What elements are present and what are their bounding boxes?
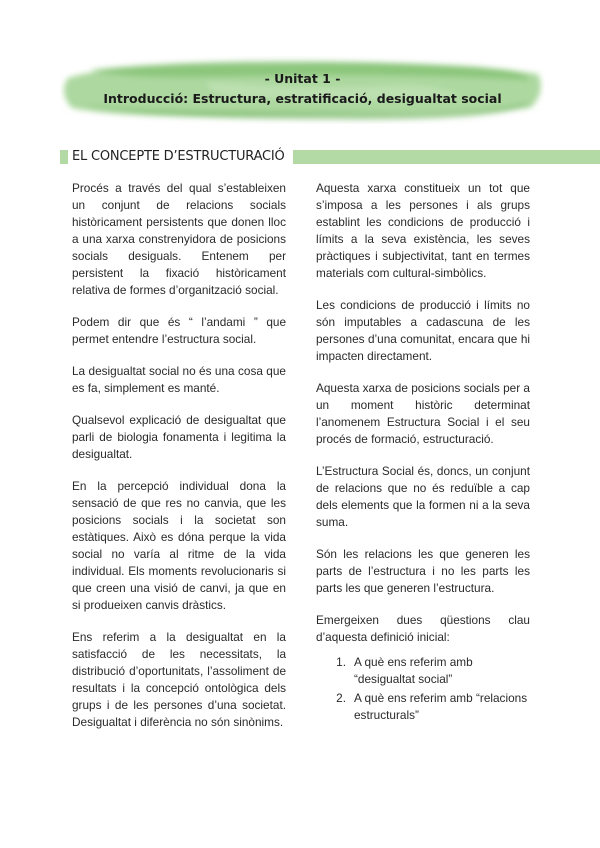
unit-subtitle: Introducció: Estructura, estratificació, desigualtat social bbox=[103, 91, 502, 106]
question-list bbox=[316, 654, 530, 724]
paragraph: En la percepció individual dona la sensació de que res no canvia, que les posicions socials i la societat son estàtiques. Això es dóna perque la vida social no varía al ritme de la vida individual. Els moments revolucionaris si que creen una visió de canvi, ja que en si produeixen canvis dràstics. bbox=[72, 479, 286, 612]
paragraph: La desigualtat social no és una cosa que es fa, simplement es manté. bbox=[72, 364, 286, 395]
paragraph: Aquesta xarxa de posicions socials per a un moment històric determinat l’anomenem Estructura Social i el seu procés de formació, estructuració. bbox=[316, 381, 530, 446]
list-number: 2. bbox=[336, 691, 346, 705]
list-text: A què ens referim amb “relacions estructurals” bbox=[354, 691, 528, 722]
list-number: 1. bbox=[336, 655, 346, 669]
paragraph: Ens referim a la desigualtat en la satisfacció de les necessitats, la distribució d’oportunitats, l’assoliment de resultats i la concepció ontològica dels grups i de les persones d’una societat. Desigualtat i diferència no són sinònims. bbox=[72, 630, 286, 729]
right-column bbox=[316, 180, 530, 726]
paragraph: Les condicions de producció i límits no són imputables a cadascuna de les persones d’una comunitat, encara que hi impacten directament. bbox=[316, 298, 530, 363]
document-title bbox=[60, 71, 545, 106]
paragraph: Emergeixen dues qüestions clau d’aquesta definició inicial: bbox=[316, 613, 530, 644]
paragraph: L’Estructura Social és, doncs, un conjunt de relacions que no és reduïble a cap dels elements que la formen ni a la seva suma. bbox=[316, 464, 530, 529]
list-item bbox=[316, 690, 530, 724]
list-item bbox=[316, 654, 530, 688]
list-text: A què ens referim amb “desigualtat social” bbox=[354, 655, 473, 686]
paragraph: Aquesta xarxa constitueix un tot que s’imposa a les persones i als grups establint les condicions de producció i límits a la seva existència, les seves pràctiques i subjectivitat, tant en termes materials com cultural-simbòlics. bbox=[316, 181, 530, 280]
unit-title: - Unitat 1 - bbox=[264, 71, 341, 86]
paragraph: Podem dir que és “ l’andami ” que permet entendre l’estructura social. bbox=[72, 315, 286, 346]
paragraph: Qualsevol explicació de desigualtat que parli de biologia fonamenta i legitima la desigualtat. bbox=[72, 413, 286, 461]
paragraph: Són les relacions les que generen les parts de l’estructura i no les parts les parts les que generen l’estructura. bbox=[316, 547, 530, 595]
section-heading: EL CONCEPTE D’ESTRUCTURACIÓ bbox=[68, 147, 293, 167]
left-column bbox=[72, 180, 286, 746]
paragraph: Procés a través del qual s’estableixen un conjunt de relacions socials històricament persistents que donen lloc a una xarxa constrenyidora de posicions socials desiguals. Entenem per persistent la fixació històricament relativa de formes d’organització social. bbox=[72, 181, 286, 297]
